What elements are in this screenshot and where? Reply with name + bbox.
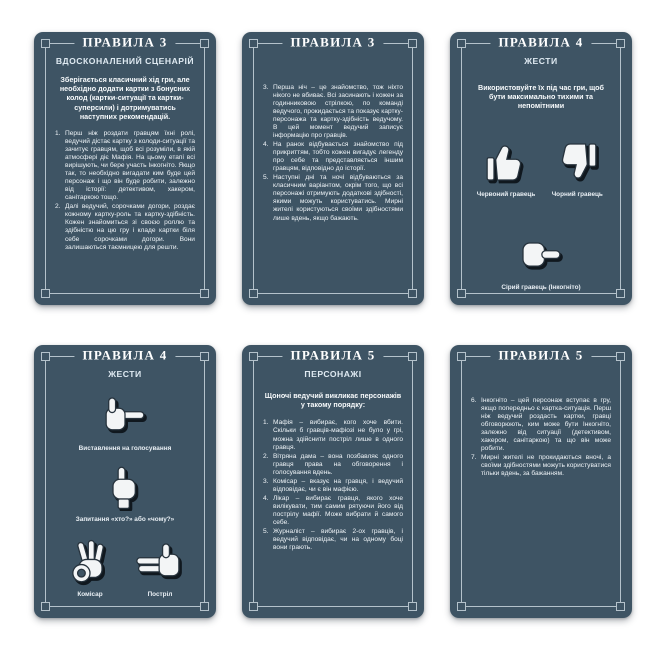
gesture-row bbox=[477, 134, 606, 205]
list-item-number: 4. bbox=[263, 141, 269, 149]
list-item bbox=[55, 130, 195, 202]
rules-card-4-gestures-actions bbox=[34, 345, 216, 618]
card-intro: Зберігається класичний хід гри, але необхідно додати картки з бонусних колод (картки-ситуації та картки-суперсили) і дотримуватись наступних рекомендацій. bbox=[59, 75, 191, 121]
card-subtitle: ПЕРСОНАЖІ bbox=[304, 369, 362, 379]
card-content bbox=[254, 44, 412, 293]
card-content bbox=[462, 44, 620, 293]
gesture-label: Червоний гравець bbox=[476, 190, 536, 198]
list-item bbox=[55, 203, 195, 251]
card-title: ПРАВИЛА 5 bbox=[490, 348, 591, 364]
rules-list bbox=[55, 130, 195, 251]
fist-thumb-side-icon bbox=[513, 231, 569, 279]
gesture-black-player bbox=[549, 138, 605, 198]
ok-sign-icon bbox=[62, 538, 118, 586]
gesture-nominate-vote bbox=[79, 392, 172, 452]
list-item-text: Далі ведучий, сорочками догори, роздає кожному картку-роль та картку-здібність. Кожен знайомиться зі своєю роллю та здібністю на цю гру і кладе картки біля себе сорочками догори. Вони залишаються таємницею для решти. bbox=[65, 203, 195, 251]
list-item-number: 2. bbox=[263, 452, 269, 460]
list-item-text: Наступні дні та ночі відбуваються за класичним варіантом, окрім того, що всі персонажі отримують додаткові здібності, якими можуть користуватись. Мирні жителі користуються своїми здібностями лише вдень, якщо бажають. bbox=[273, 174, 403, 222]
list-item bbox=[263, 478, 403, 494]
list-item-number: 2. bbox=[55, 203, 61, 211]
rules-card-5-characters bbox=[242, 345, 424, 618]
gesture-label: Чорний гравець bbox=[551, 190, 603, 198]
list-item-text: Мирні жителі не прокидаються вночі, а своїми здібностями можуть користуватися тільки вдень, за бажанням. bbox=[481, 454, 611, 478]
list-item bbox=[471, 454, 611, 478]
list-item-number: 1. bbox=[263, 419, 269, 427]
gesture-label: Сірий гравець (Інкогніто) bbox=[501, 283, 581, 291]
list-item bbox=[471, 397, 611, 453]
card-intro: Щоночі ведучий викликає персонажів у такому порядку: bbox=[264, 391, 402, 410]
card-content bbox=[462, 357, 620, 606]
thumb-down-icon bbox=[549, 138, 605, 186]
list-item-number: 5. bbox=[263, 527, 269, 535]
list-item-number: 7. bbox=[471, 454, 477, 462]
list-item-number: 6. bbox=[471, 397, 477, 404]
list-item bbox=[263, 141, 403, 173]
rules-card-3-scenario bbox=[34, 32, 216, 305]
list-item-text: Перша ніч – це знайомство, тож ніхто нікого не вбиває. Всі засинають і кожен за годинниковою стрілкою, по команді ведучого, прокидається та показує картку-персонажа та картку-здібність ведучому. В цей момент ведучий записує інформацію про гравців. bbox=[273, 84, 403, 140]
question-fist-icon bbox=[97, 463, 153, 511]
card-title: ПРАВИЛА 5 bbox=[282, 348, 383, 364]
list-item-number: 3. bbox=[263, 84, 269, 91]
rules-list bbox=[263, 84, 403, 223]
card-title: ПРАВИЛА 4 bbox=[490, 35, 591, 51]
gesture-question bbox=[76, 463, 174, 523]
list-item-text: Комісар – вказує на гравця, і ведучий відповідає, чи є він мафією. bbox=[273, 477, 403, 493]
rules-list bbox=[263, 419, 403, 552]
list-item-number: 1. bbox=[55, 130, 61, 138]
card-subtitle: ЖЕСТИ bbox=[108, 369, 142, 379]
gesture-red-player bbox=[477, 138, 536, 198]
vote-point-icon bbox=[97, 392, 153, 440]
gesture-label: Комісар bbox=[77, 591, 103, 598]
card-intro: Використовуйте їх під час гри, щоб бути максимально тихими та непомітними bbox=[478, 83, 604, 111]
list-item bbox=[263, 84, 403, 140]
card-content bbox=[46, 44, 204, 293]
rules-card-4-gestures-players bbox=[450, 32, 632, 305]
list-item-text: Лікар – вибирає гравця, якого хоче вилікувати, тим самим рятуючи його від пострілу мафії. Може вибрати й самого себе. bbox=[273, 494, 403, 526]
finger-gun-icon bbox=[132, 538, 188, 586]
card-content bbox=[254, 357, 412, 606]
list-item-number: 5. bbox=[263, 174, 269, 182]
card-title: ПРАВИЛА 3 bbox=[282, 35, 383, 51]
list-item-number: 3. bbox=[263, 477, 269, 485]
list-item bbox=[263, 174, 403, 222]
list-item bbox=[263, 419, 403, 451]
card-subtitle: ЖЕСТИ bbox=[524, 56, 558, 66]
gesture-label: Запитання «хто?» або «чому?» bbox=[75, 516, 175, 523]
list-item-text: Перш ніж роздати гравцям їхні ролі, ведучий дістає картку з колоди-ситуації та зачитує гравцям, щоб всі розуміли, в якій атмосфері діє Мафія. На цьому етапі всі вирішують, чи бере участь Інкогніто. Якщо так, то необхідно вигадати ким буде цей персонаж і що він буде робити, залежно від історії: детективом, хакером, санітаркою тощо. bbox=[65, 130, 195, 202]
card-title: ПРАВИЛА 3 bbox=[74, 35, 175, 51]
list-item bbox=[263, 528, 403, 552]
list-item-text: Мафія – вибирає, кого хоче вбити. Скільки б гравців-мафіозі не було у грі, можна здійснити постріл лише в одного гравця. bbox=[273, 419, 403, 451]
gesture-label: Постріл bbox=[147, 591, 173, 598]
card-subtitle: ВДОСКОНАЛЕНИЙ СЦЕНАРІЙ bbox=[55, 56, 195, 66]
rules-list bbox=[471, 397, 611, 478]
list-item-text: На ранок відбувається знайомство під прикриттям, тобто кожен вигадує легенду про себе та представляється іншим гравцям, відповідно до історії. bbox=[273, 141, 403, 173]
rules-card-5-continued bbox=[450, 345, 632, 618]
list-item bbox=[263, 495, 403, 527]
list-item-text: Вітряна дама – вона позбавляє одного гравця права на обговорення і голосування вдень. bbox=[273, 452, 403, 476]
rules-card-3-continued bbox=[242, 32, 424, 305]
gesture-shot bbox=[132, 538, 188, 598]
list-item-text: Журналіст – вибирає 2-ох гравців, і ведучий відповідає, чи на одному боці вони грають. bbox=[273, 527, 403, 551]
gesture-commissioner bbox=[62, 538, 118, 598]
card-content bbox=[46, 357, 204, 606]
gesture-grey-player bbox=[501, 231, 580, 291]
list-item-text: Інкогніто – цей персонаж вступає в гру, якщо попередньо є картка-ситуація. Перш ніж ведучий роздасть картки, гравці обговорюють, ким може бути Інкогніто, залежно від ситуації (детективом, хакером, санітаркою) та що він може робити. bbox=[481, 397, 611, 453]
thumb-up-icon bbox=[478, 138, 534, 186]
list-item bbox=[263, 453, 403, 477]
list-item-number: 4. bbox=[263, 494, 269, 502]
card-title: ПРАВИЛА 4 bbox=[74, 348, 175, 364]
gesture-row bbox=[62, 534, 188, 605]
gesture-label: Виставлення на голосування bbox=[78, 445, 172, 452]
